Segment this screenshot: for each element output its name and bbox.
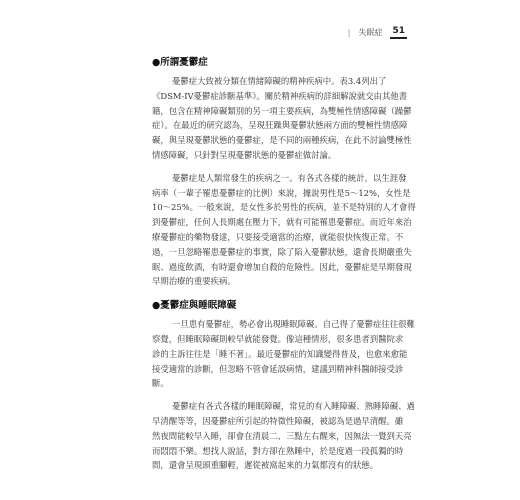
text-line: 憂鬱症大致被分類在情緒障礙的精神疾病中。表3.4列出了 bbox=[172, 76, 387, 86]
text-line: 礙，與呈現憂鬱狀態的憂鬱症，是不同的兩種疾病，在此不討論雙極性 bbox=[152, 135, 412, 146]
text-line: 籍，包含在精神障礙類別的另一項主要疾病，為雙極性情感障礙（躁鬱 bbox=[152, 105, 412, 116]
text-line: 然夜間能較早入睡，卻會在清晨二、三點左右醒來，因無法一覺到天亮 bbox=[152, 430, 412, 441]
text-line: 一旦患有憂鬱症，勢必會出現睡眠障礙。自己得了憂鬱症往往很難 bbox=[172, 319, 415, 330]
header-separator: | bbox=[347, 28, 351, 37]
text-line: 早期治療的重要疾病。 bbox=[152, 276, 236, 287]
text-line: 症）。在最近的研究認為，呈現狂躁與憂鬱狀態兩方面的雙極性情感障 bbox=[152, 120, 408, 131]
text-line: 憂鬱症有各式各樣的睡眠障礙，常見的有入睡障礙、熟睡障礙、過 bbox=[172, 401, 415, 412]
running-header bbox=[348, 26, 407, 39]
text-line: 到憂鬱症，任何人長期處在壓力下，就有可能罹患憂鬱症。而近年來治 bbox=[152, 217, 412, 228]
text-line: 診的主訴往往是「睡不著」。最近憂鬱症的知識變得普及，也愈來愈能 bbox=[152, 348, 408, 359]
section-heading: ●憂鬱症與睡眠障礙 bbox=[152, 300, 237, 312]
text-line: 《DSM-IV憂鬱症診斷基準》。關於精神疾病的詳細解說就交由其他書 bbox=[152, 90, 408, 101]
text-line: 察覺，但睡眠障礙則較早就能發覺。像這種情形，很多患者到醫院求 bbox=[152, 333, 404, 344]
text-line: 眠、過度飲酒，有時還會增加自殺的危險性。因此，憂鬱症是早期發現 bbox=[152, 261, 412, 272]
text-line: 10～25%。一般來說，是女性多於男性的疾病，並不是特別的人才會得 bbox=[152, 202, 416, 213]
text-line: 而悶悶不樂。想找人說話，對方卻在熟睡中，於是度過一段孤獨的時 bbox=[152, 445, 404, 456]
text-line: 情感障礙，只針對呈現憂鬱狀態的憂鬱症做討論。 bbox=[152, 149, 337, 160]
body-paragraph bbox=[152, 74, 442, 163]
section-heading: ●所謂憂鬱症 bbox=[152, 57, 208, 68]
page-body bbox=[152, 54, 442, 481]
body-paragraph bbox=[152, 171, 442, 289]
text-line: 過，一旦忽略罹患憂鬱症的事實，除了陷入憂鬱狀態，還會長期嚴重失 bbox=[152, 246, 412, 257]
text-line: 早清醒等等，因憂鬱症所引起的特徵性障礙，被認為是過早清醒。雖 bbox=[152, 415, 404, 426]
body-paragraph bbox=[152, 317, 442, 391]
page-number: 51 bbox=[390, 26, 407, 39]
text-line: 病率（一輩子罹患憂鬱症的比例）來說，據說男性是5～12%，女性是 bbox=[152, 187, 411, 198]
text-line: 接受適當的診斷，但忽略不管會延誤病情，建議到精神科醫師接受診 bbox=[152, 363, 404, 374]
chapter-title: 失眠症 bbox=[358, 28, 383, 37]
text-line: 療憂鬱症的藥物發達，只要接受適當的治療，就能很快恢復正常。不 bbox=[152, 231, 404, 242]
text-line: 間，還會呈現頭重腳輕，遲從被窩起來的力氣都沒有的狀態。 bbox=[152, 460, 379, 471]
text-line: 斷。 bbox=[152, 378, 169, 389]
body-paragraph bbox=[152, 399, 442, 473]
text-line: 憂鬱症是人類常發生的疾病之一。有各式各樣的統計，以生涯發 bbox=[172, 172, 407, 183]
